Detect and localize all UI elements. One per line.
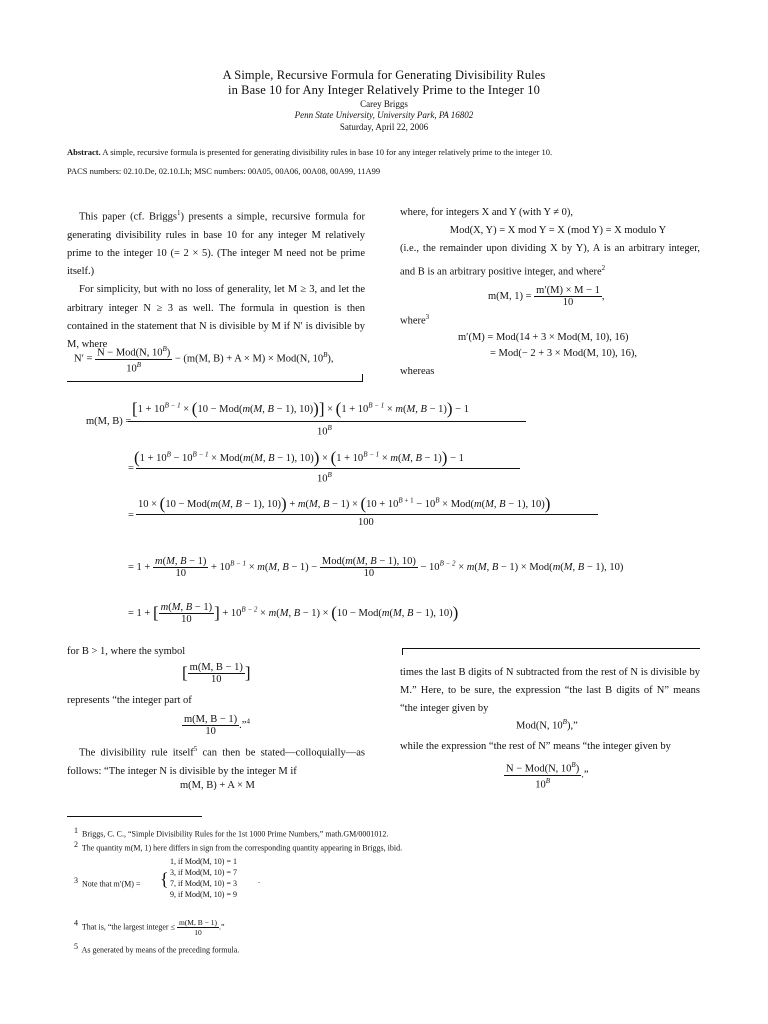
simplicity-paragraph: For simplicity, but with no loss of generality, let M ≥ 3, and let the arbitrary integer N ≥ 3 as well. The formula in question is then contained in the statement that N is divisible by M if N′ is divisible by M, where: [67, 284, 365, 350]
where3-line: [400, 313, 429, 327]
footnote-1: [74, 826, 388, 839]
footnote-4-frac-num: m(M, B − 1): [178, 918, 217, 927]
m1-fraction: [534, 285, 602, 308]
rule-text-b: can then be stated—colloquially—as follows: “The integer N is divisible by the integer M if: [67, 747, 365, 777]
last-b-digits-eq: Mod(N, $10^B$),”: [516, 718, 578, 732]
footnote-1-number: 1: [74, 826, 78, 835]
title-line-2: in Base 10 for Any Integer Relatively Prime to the Integer 10: [228, 83, 540, 97]
footnote-ref-3[interactable]: 3: [425, 313, 430, 321]
case-2: 3, if Mod(M, 10) = 7: [170, 868, 237, 877]
footnote-ref-1[interactable]: 1: [176, 209, 181, 217]
abstract: [67, 147, 697, 158]
column-rule-left: [67, 381, 363, 382]
mod-eq-end: ),”: [566, 720, 578, 732]
footnote-3-text: Note that m′(M) =: [82, 879, 141, 889]
whereas-text: whereas: [400, 366, 435, 377]
rest-of-n-eq: $\frac{N - Mod(N, 10^B)}{10^B}$ .”: [506, 761, 589, 790]
m1-denominator: 10: [562, 297, 574, 308]
where3-text: where: [400, 315, 426, 327]
big-eq-l3-den: 100: [358, 517, 374, 528]
big-eq-l5: = 1 + [ $\frac{m(M, B - 1)}{10}$ ] + $10^{B - 2} \times m(M$, B − 1) × (10 − Mod(m(M, B − 1), 10)): [128, 602, 459, 625]
column-rule-right: [402, 648, 700, 649]
rule-paragraph: [67, 740, 365, 781]
rest-numerator: N − Mod(N, 10: [506, 763, 572, 775]
while-text: while the expression “the rest of N” means “the integer given by: [400, 741, 671, 752]
m1-numerator: m′(M) × M − 1: [536, 285, 600, 296]
author: Carey Briggs: [360, 99, 408, 109]
pacs-line: PACS numbers: 02.10.De, 02.10.Lh; MSC numbers: 00A05, 00A06, 00A08, 00A99, 11A99: [67, 166, 381, 176]
symbol-numerator: m(M, B − 1): [189, 662, 243, 673]
mprime-line-1: m′(M) = Mod(14 + 3 × Mod(M, 10), 16): [458, 332, 629, 343]
big-eq-l4: = 1 + $\frac{m(M, B - 1)}{10}$ + $10^{B - 1} \times m(M$, B − 1) − $\frac{\text{Mod(m(M, B − 1), 10)}}{10}$ − $10^{B - 2} \times m(M$, B − 1) × Mod(m(M, B − 1), 10): [128, 556, 624, 579]
for-b-text: for B > 1, where the symbol: [67, 646, 186, 657]
times-paragraph: times the last B digits of N subtracted from the rest of N is divisible by M.” Here, to be sure, the expression “the last B digits of N” means “the integer given by: [400, 667, 700, 715]
rule-equation: m(M, B) + A × M: [180, 780, 255, 791]
affiliation: Penn State University, University Park, PA 16802: [294, 110, 474, 120]
equals-2: =: [128, 463, 134, 474]
footnote-2-text: The quantity m(M, 1) here differs in sign from the corresponding quantity appearing in Briggs, ibid.: [81, 843, 403, 853]
title-line-1: A Simple, Recursive Formula for Generating Divisibility Rules: [222, 68, 546, 82]
paper-title: [0, 68, 768, 98]
integer-part-fraction: [182, 714, 250, 737]
column-rule-tick: [362, 374, 363, 381]
footnote-ref-4[interactable]: 4: [246, 717, 250, 726]
footnote-5-number: 5: [74, 942, 78, 951]
footnote-3-brace: {: [160, 869, 169, 889]
big-eq-l2-den: $10^B$: [317, 471, 332, 485]
abstract-label: Abstract.: [67, 147, 101, 157]
big-eq-l1-den: $10^B$: [317, 424, 332, 438]
case-1: 1, if Mod(M, 10) = 1: [170, 857, 237, 866]
big-eq-l1-num: [$1 + 10^{B - 1} \times (10 - Mod(m(M$, B − 1), $10))] \times (1 + 10^{B - 1} \times m(M$, B − 1)) − 1: [132, 399, 469, 418]
nprime-equation: N′ = $\frac{N - Mod(N, 10^B)}{10^B}$ − (m(M, B) + A × M) × Mod(N, $10^B$),: [74, 345, 334, 374]
represents-text: represents “the integer part of: [67, 695, 192, 706]
ip-end: .”: [239, 719, 247, 731]
integer-part-symbol: [ $\frac{m(M, B - 1)}{10}$ ]: [182, 662, 251, 685]
symbol-denominator: 10: [211, 674, 222, 685]
eq-rest: − (m(M, B) + A × M) × Mod(N, 10: [174, 353, 324, 365]
eq-fraction: $\frac{N - Mod(N, 10^B)}{10^B}$: [97, 345, 171, 374]
intro-text-a: This paper (cf. Briggs: [79, 211, 177, 223]
case-4: 9, if Mod(M, 10) = 9: [170, 890, 237, 899]
footnote-ref-2[interactable]: 2: [601, 263, 606, 272]
footnote-5: [74, 942, 239, 955]
big-eq-l2-bar: [136, 468, 520, 469]
big-eq-l2-num: ($1 + 10^B - 10^{B - 1} \times Mod(m(M$, B − 1), $10)) \times (1 + 10^{B - 1} \times m(M$, B − 1)) − 1: [134, 448, 464, 467]
ie-text: (i.e., the remainder upon dividing X by Y), A is an arbitrary integer, and B is an arbitrary positive integer, and where: [400, 243, 700, 278]
case-3: 7, if Mod(M, 10) = 3: [170, 879, 237, 888]
footnote-3-cases: [170, 856, 237, 900]
footnote-3: [74, 876, 140, 889]
footnote-3-number: 3: [74, 876, 78, 885]
eq-numerator: N − Mod(N, 10: [97, 347, 163, 359]
mod-definition: Mod(X, Y) = X mod Y = X (mod Y) = X modulo Y: [449, 225, 667, 237]
rest-end: .”: [581, 769, 589, 781]
big-eq-l3-bar: [136, 514, 598, 515]
right-column: [400, 204, 700, 281]
equals-3: =: [128, 510, 134, 521]
footnote-4-text: That is, “the largest integer ≤: [81, 922, 175, 932]
big-eq-l3-num: 10 × (10 − Mod(m(M, B − 1), 10)) + m(M, $B - 1) \times (10 + 10^B$ $^{+ 1} - 10^B \times Mod(m(M$, B − 1), 10)): [138, 494, 551, 513]
footnote-4-frac-den: 10: [194, 928, 202, 937]
footnote-3-end: .: [258, 876, 260, 885]
m1-equation: m(M, 1) = $\frac{m'(M) \times M - 1}{10}$ ,: [488, 285, 605, 308]
footnote-2-number: 2: [74, 840, 78, 849]
m1-lhs: m(M, 1) =: [488, 290, 532, 302]
rest-denominator: 10: [535, 779, 546, 790]
big-eq-lhs: m(M, B) =: [86, 416, 132, 427]
abstract-text: A simple, recursive formula is presented for generating divisibility rules in base 10 for any integer relatively prime to the integer 10.: [102, 147, 553, 157]
footnote-ref-5[interactable]: 5: [193, 745, 198, 753]
eq-end: ),: [327, 353, 334, 365]
ip-denominator: 10: [205, 726, 216, 737]
intro-text-b: ) presents a simple, recursive formula for generating divisibility rules in base 10 for any integer M relatively prime to the integer 10 (= 2 × 5). (The integer M need not be prime itself.): [67, 211, 365, 278]
footnote-4: [74, 918, 225, 937]
eq-lhs: N′ =: [74, 353, 93, 365]
footnote-separator: [67, 816, 202, 817]
intro-paragraph: [67, 204, 365, 281]
footnote-2: [74, 840, 402, 853]
footnote-5-text: As generated by means of the preceding formula.: [81, 945, 240, 955]
footnote-4-end: .”: [218, 922, 225, 932]
mprime-line-2: = Mod(− 2 + 3 × Mod(M, 10), 16),: [490, 348, 638, 359]
footnote-4-number: 4: [74, 918, 78, 928]
eq-denominator: 10: [126, 363, 137, 374]
ip-numerator: m(M, B − 1): [184, 714, 238, 725]
ie-paragraph: [400, 240, 700, 281]
column-rule-right-tick: [402, 648, 403, 655]
date: Saturday, April 22, 2006: [339, 122, 429, 132]
mod-eq-text: Mod(N, 10: [516, 720, 563, 732]
rule-text-a: The divisibility rule itself: [79, 747, 194, 759]
footnote-1-text: Briggs, C. C., “Simple Divisibility Rules for the 1st 1000 Prime Numbers,” math.GM/0001012.: [82, 829, 389, 839]
big-eq-l1-bar: [128, 421, 526, 422]
where-line: where, for integers X and Y (with Y ≠ 0),: [400, 207, 574, 218]
left-column: [67, 204, 365, 354]
